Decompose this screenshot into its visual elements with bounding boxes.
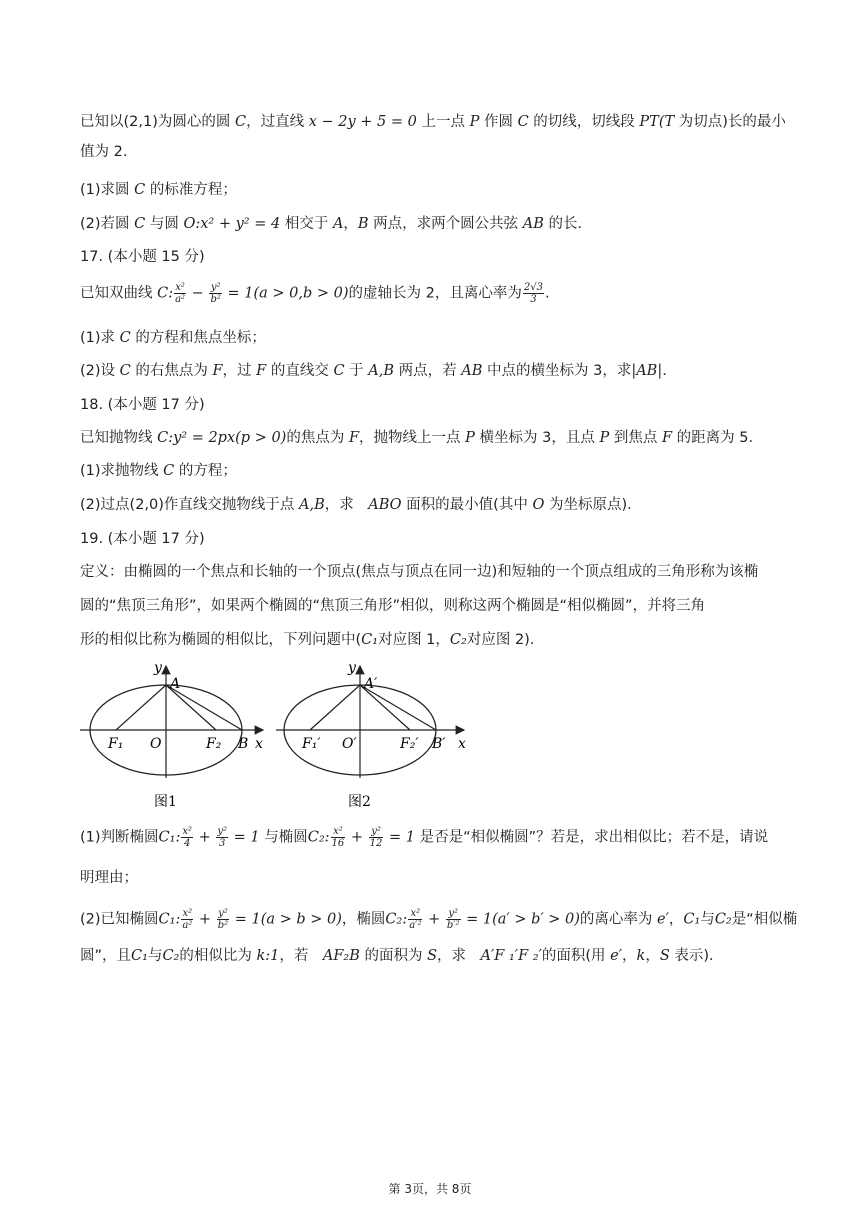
text: 上一点 bbox=[416, 114, 470, 130]
label-o: O bbox=[150, 736, 162, 752]
label-f2: F₂′ bbox=[400, 736, 419, 752]
math: C₂ bbox=[162, 948, 180, 964]
math: O:x² + y² = 4 bbox=[183, 216, 281, 232]
denominator: 4 bbox=[183, 838, 191, 849]
text: 与 bbox=[700, 911, 715, 928]
segment-f1-a bbox=[116, 685, 166, 730]
fraction bbox=[181, 826, 193, 849]
math: S bbox=[659, 948, 670, 964]
label-y: y bbox=[154, 660, 162, 676]
math: F bbox=[348, 430, 360, 446]
q19-part-1 bbox=[80, 826, 792, 849]
text: 的焦点为 bbox=[286, 430, 349, 446]
denominator: 3 bbox=[219, 838, 226, 849]
math: k:1 bbox=[256, 948, 280, 964]
q16-line-2: 值为 2． bbox=[80, 144, 138, 160]
q19-heading: 19. (本小题 17 分) bbox=[80, 531, 205, 547]
text: ， bbox=[622, 948, 637, 964]
label-b: B bbox=[238, 736, 249, 752]
label-f2: F₂ bbox=[206, 736, 222, 752]
q19-part-1-line-2: 明理由； bbox=[80, 870, 138, 886]
math: C₂: bbox=[385, 911, 408, 928]
math: |AB| bbox=[631, 363, 663, 379]
fraction bbox=[217, 908, 229, 931]
math: ABO bbox=[368, 497, 402, 513]
text: 的面积(用 bbox=[541, 948, 611, 964]
text: ， bbox=[343, 216, 358, 232]
label-a: A′ bbox=[364, 676, 378, 692]
denominator: b′² bbox=[446, 920, 460, 931]
ellipse-diagrams bbox=[78, 658, 478, 810]
math: − bbox=[187, 285, 209, 302]
text: 相交于 bbox=[280, 216, 333, 232]
text: 与 bbox=[147, 948, 163, 964]
math: C bbox=[134, 216, 146, 232]
math: C:y² = 2px(p > 0) bbox=[157, 430, 287, 446]
q19-line-1: 定义：由椭圆的一个焦点和长轴的一个顶点(焦点与顶点在同一边)和短轴的一个顶点组成的三角形称为该椭 bbox=[80, 564, 759, 580]
math: PT(T bbox=[639, 114, 675, 130]
fraction bbox=[181, 908, 193, 931]
text: 两点，求两个圆公共弦 bbox=[368, 216, 523, 232]
text: ， bbox=[645, 948, 660, 964]
text: ，椭圆 bbox=[341, 911, 386, 928]
denominator: b² bbox=[210, 294, 221, 305]
math: C₁ bbox=[131, 948, 148, 964]
text: 已知以(2,1)为圆心的圆 bbox=[80, 114, 235, 130]
math: C₂: bbox=[307, 829, 330, 846]
text: 已知双曲线 bbox=[80, 285, 158, 302]
figure-2-caption: 图2 bbox=[348, 794, 371, 810]
math: C₂ bbox=[714, 911, 732, 928]
math: S bbox=[427, 948, 438, 964]
math: = 1 bbox=[384, 829, 415, 846]
math: C bbox=[517, 114, 529, 130]
math: F bbox=[661, 430, 672, 446]
numerator: x² bbox=[175, 282, 185, 293]
fraction bbox=[369, 826, 384, 849]
math: x − 2y + 5 = 0 bbox=[308, 114, 417, 130]
text: 的方程和焦点坐标； bbox=[130, 330, 266, 346]
text: 的标准方程； bbox=[145, 182, 237, 198]
text: 已知抛物线 bbox=[80, 430, 158, 446]
q17-part-1 bbox=[80, 328, 792, 348]
text: 是否是“相似椭圆”？若是，求出相似比；若不是，请说 bbox=[414, 829, 769, 846]
text: (2)已知椭圆 bbox=[80, 911, 159, 928]
text: ，求 bbox=[324, 497, 369, 513]
text: 的虚轴长为 2，且离心率为 bbox=[348, 285, 522, 302]
text: ， bbox=[668, 911, 684, 928]
text: (2)设 bbox=[80, 363, 120, 379]
text: 中点的横坐标为 3，求 bbox=[482, 363, 632, 379]
math: A bbox=[332, 216, 344, 232]
q18-heading: 18. (本小题 17 分) bbox=[80, 397, 205, 413]
math: C: bbox=[157, 285, 174, 302]
text: 于 bbox=[344, 363, 369, 379]
math: = 1(a′ > b′ > 0) bbox=[461, 911, 580, 928]
math: P bbox=[469, 114, 480, 130]
text: 横坐标为 3，且点 bbox=[474, 430, 600, 446]
numerator: y² bbox=[218, 908, 228, 919]
math: C bbox=[234, 114, 247, 130]
text: (1)求圆 bbox=[80, 182, 135, 198]
text: 的长． bbox=[543, 216, 593, 232]
numerator: y² bbox=[210, 282, 221, 293]
math: + bbox=[194, 911, 216, 928]
text: 作圆 bbox=[479, 114, 518, 130]
numerator: y² bbox=[369, 826, 384, 838]
label-y: y bbox=[348, 660, 356, 676]
math: P bbox=[599, 430, 610, 446]
text: ，过直线 bbox=[246, 114, 309, 130]
math: F bbox=[256, 363, 267, 379]
math: C₁ bbox=[361, 632, 379, 648]
q17-line-1 bbox=[80, 282, 792, 305]
text: 面积的最小值(其中 bbox=[401, 497, 533, 513]
numerator: y² bbox=[217, 826, 228, 837]
denominator: a² bbox=[182, 920, 193, 931]
math: C₁: bbox=[158, 911, 181, 928]
text: . bbox=[662, 363, 667, 379]
numerator: y² bbox=[446, 908, 461, 920]
math: A′F ₁′F ₂′ bbox=[480, 948, 542, 964]
text: 的距离为 5． bbox=[672, 430, 763, 446]
q19-part-2-line-2 bbox=[80, 946, 792, 966]
numerator: x² bbox=[331, 826, 346, 838]
text: 到焦点 bbox=[609, 430, 662, 446]
text: 的面积为 bbox=[359, 948, 428, 964]
text: (1)求抛物线 bbox=[80, 463, 164, 479]
math: B bbox=[357, 216, 369, 232]
text: 的离心率为 bbox=[579, 911, 658, 928]
q17-heading: 17. (本小题 15 分) bbox=[80, 249, 205, 265]
text: 的直线交 bbox=[266, 363, 334, 379]
fraction bbox=[216, 826, 228, 849]
fraction bbox=[523, 282, 544, 305]
fraction bbox=[446, 908, 461, 931]
fraction bbox=[174, 282, 186, 305]
label-b: B′ bbox=[432, 736, 446, 752]
text: 的相似比为 bbox=[179, 948, 257, 964]
label-x: x bbox=[458, 736, 466, 752]
numerator: x² bbox=[182, 826, 192, 837]
text: (2)过点(2,0)作直线交抛物线于点 bbox=[80, 497, 300, 513]
math: C₂ bbox=[449, 632, 467, 648]
text: ，若 bbox=[279, 948, 323, 964]
denominator: b² bbox=[217, 920, 229, 931]
text: 为坐标原点)． bbox=[544, 497, 642, 513]
text: . bbox=[544, 285, 550, 302]
q18-line-1 bbox=[80, 428, 792, 448]
text: (2)若圆 bbox=[80, 216, 135, 232]
fraction bbox=[331, 826, 346, 849]
text: 与圆 bbox=[145, 216, 184, 232]
label-a: A bbox=[170, 676, 181, 692]
text: 圆”，且 bbox=[80, 948, 132, 964]
q16-part-1 bbox=[80, 180, 792, 200]
math: O bbox=[532, 497, 545, 513]
numerator: x² bbox=[182, 908, 193, 919]
text: (1)求 bbox=[80, 330, 120, 346]
fraction bbox=[408, 908, 422, 931]
page-footer: 第 3页，共 8页 bbox=[388, 1182, 472, 1196]
label-o: O′ bbox=[342, 736, 357, 752]
text: (1)判断椭圆 bbox=[80, 829, 159, 846]
q18-part-2 bbox=[80, 495, 792, 515]
text: 是“相似椭 bbox=[731, 911, 798, 928]
q19-line-2: 圆的“焦顶三角形”，如果两个椭圆的“焦顶三角形”相似，则称这两个椭圆是“相似椭圆”，并将三角 bbox=[80, 598, 706, 614]
math: C₁: bbox=[158, 829, 181, 846]
math: k bbox=[636, 948, 646, 964]
q17-part-2 bbox=[80, 361, 792, 381]
text: ，求 bbox=[437, 948, 481, 964]
q19-part-2 bbox=[80, 908, 798, 931]
figure-2 bbox=[276, 660, 466, 810]
figure-1-caption: 图1 bbox=[154, 794, 177, 810]
denominator: a′² bbox=[409, 920, 422, 931]
math: A,B bbox=[368, 363, 395, 379]
text: ，抛物线上一点 bbox=[359, 430, 466, 446]
q19-line-3 bbox=[80, 630, 792, 650]
text: 两点，若 bbox=[394, 363, 462, 379]
text: 与椭圆 bbox=[259, 829, 308, 846]
text: 表示)． bbox=[669, 948, 724, 964]
math: AF₂B bbox=[322, 948, 360, 964]
math: C bbox=[333, 363, 345, 379]
denominator: a² bbox=[175, 294, 186, 305]
math: A,B bbox=[299, 497, 325, 513]
math: F bbox=[212, 363, 223, 379]
math: + bbox=[194, 829, 216, 846]
math: AB bbox=[522, 216, 544, 232]
fraction bbox=[209, 282, 221, 305]
q16-part-2 bbox=[80, 214, 792, 234]
text: 的切线，切线段 bbox=[528, 114, 640, 130]
label-f1: F₁′ bbox=[302, 736, 321, 752]
math: AB bbox=[461, 363, 483, 379]
text: 对应图 1， bbox=[378, 632, 450, 648]
segment-f1-a bbox=[310, 685, 360, 730]
math: C bbox=[134, 182, 146, 198]
text: 对应图 2)． bbox=[466, 632, 545, 648]
math: + bbox=[423, 911, 445, 928]
figure-1 bbox=[80, 660, 263, 810]
numerator: 2√3 bbox=[523, 282, 543, 293]
math: + bbox=[346, 829, 368, 846]
text: 为切点)长的最小 bbox=[674, 114, 786, 130]
ellipse-figures bbox=[78, 658, 478, 810]
q16-line-1 bbox=[80, 112, 792, 132]
math: e′ bbox=[610, 948, 623, 964]
text: 形的相似比称为椭圆的相似比，下列问题中( bbox=[80, 632, 362, 648]
math: = 1(a > 0,b > 0) bbox=[222, 285, 349, 302]
math: C bbox=[163, 463, 175, 479]
math: = 1 bbox=[229, 829, 260, 846]
math: C bbox=[119, 330, 131, 346]
text: 的方程； bbox=[174, 463, 237, 479]
denominator: 12 bbox=[369, 838, 383, 849]
math: e′ bbox=[657, 911, 669, 928]
math: C₁ bbox=[683, 911, 701, 928]
text: 的右焦点为 bbox=[130, 363, 213, 379]
denominator: 16 bbox=[331, 838, 345, 849]
math: = 1(a > b > 0) bbox=[230, 911, 342, 928]
label-f1: F₁ bbox=[108, 736, 124, 752]
numerator: x² bbox=[408, 908, 422, 920]
text: ，过 bbox=[222, 363, 257, 379]
math: P bbox=[465, 430, 475, 446]
denominator: 3 bbox=[530, 294, 537, 305]
q18-part-1 bbox=[80, 461, 792, 481]
math: C bbox=[119, 363, 131, 379]
label-x: x bbox=[255, 736, 263, 752]
